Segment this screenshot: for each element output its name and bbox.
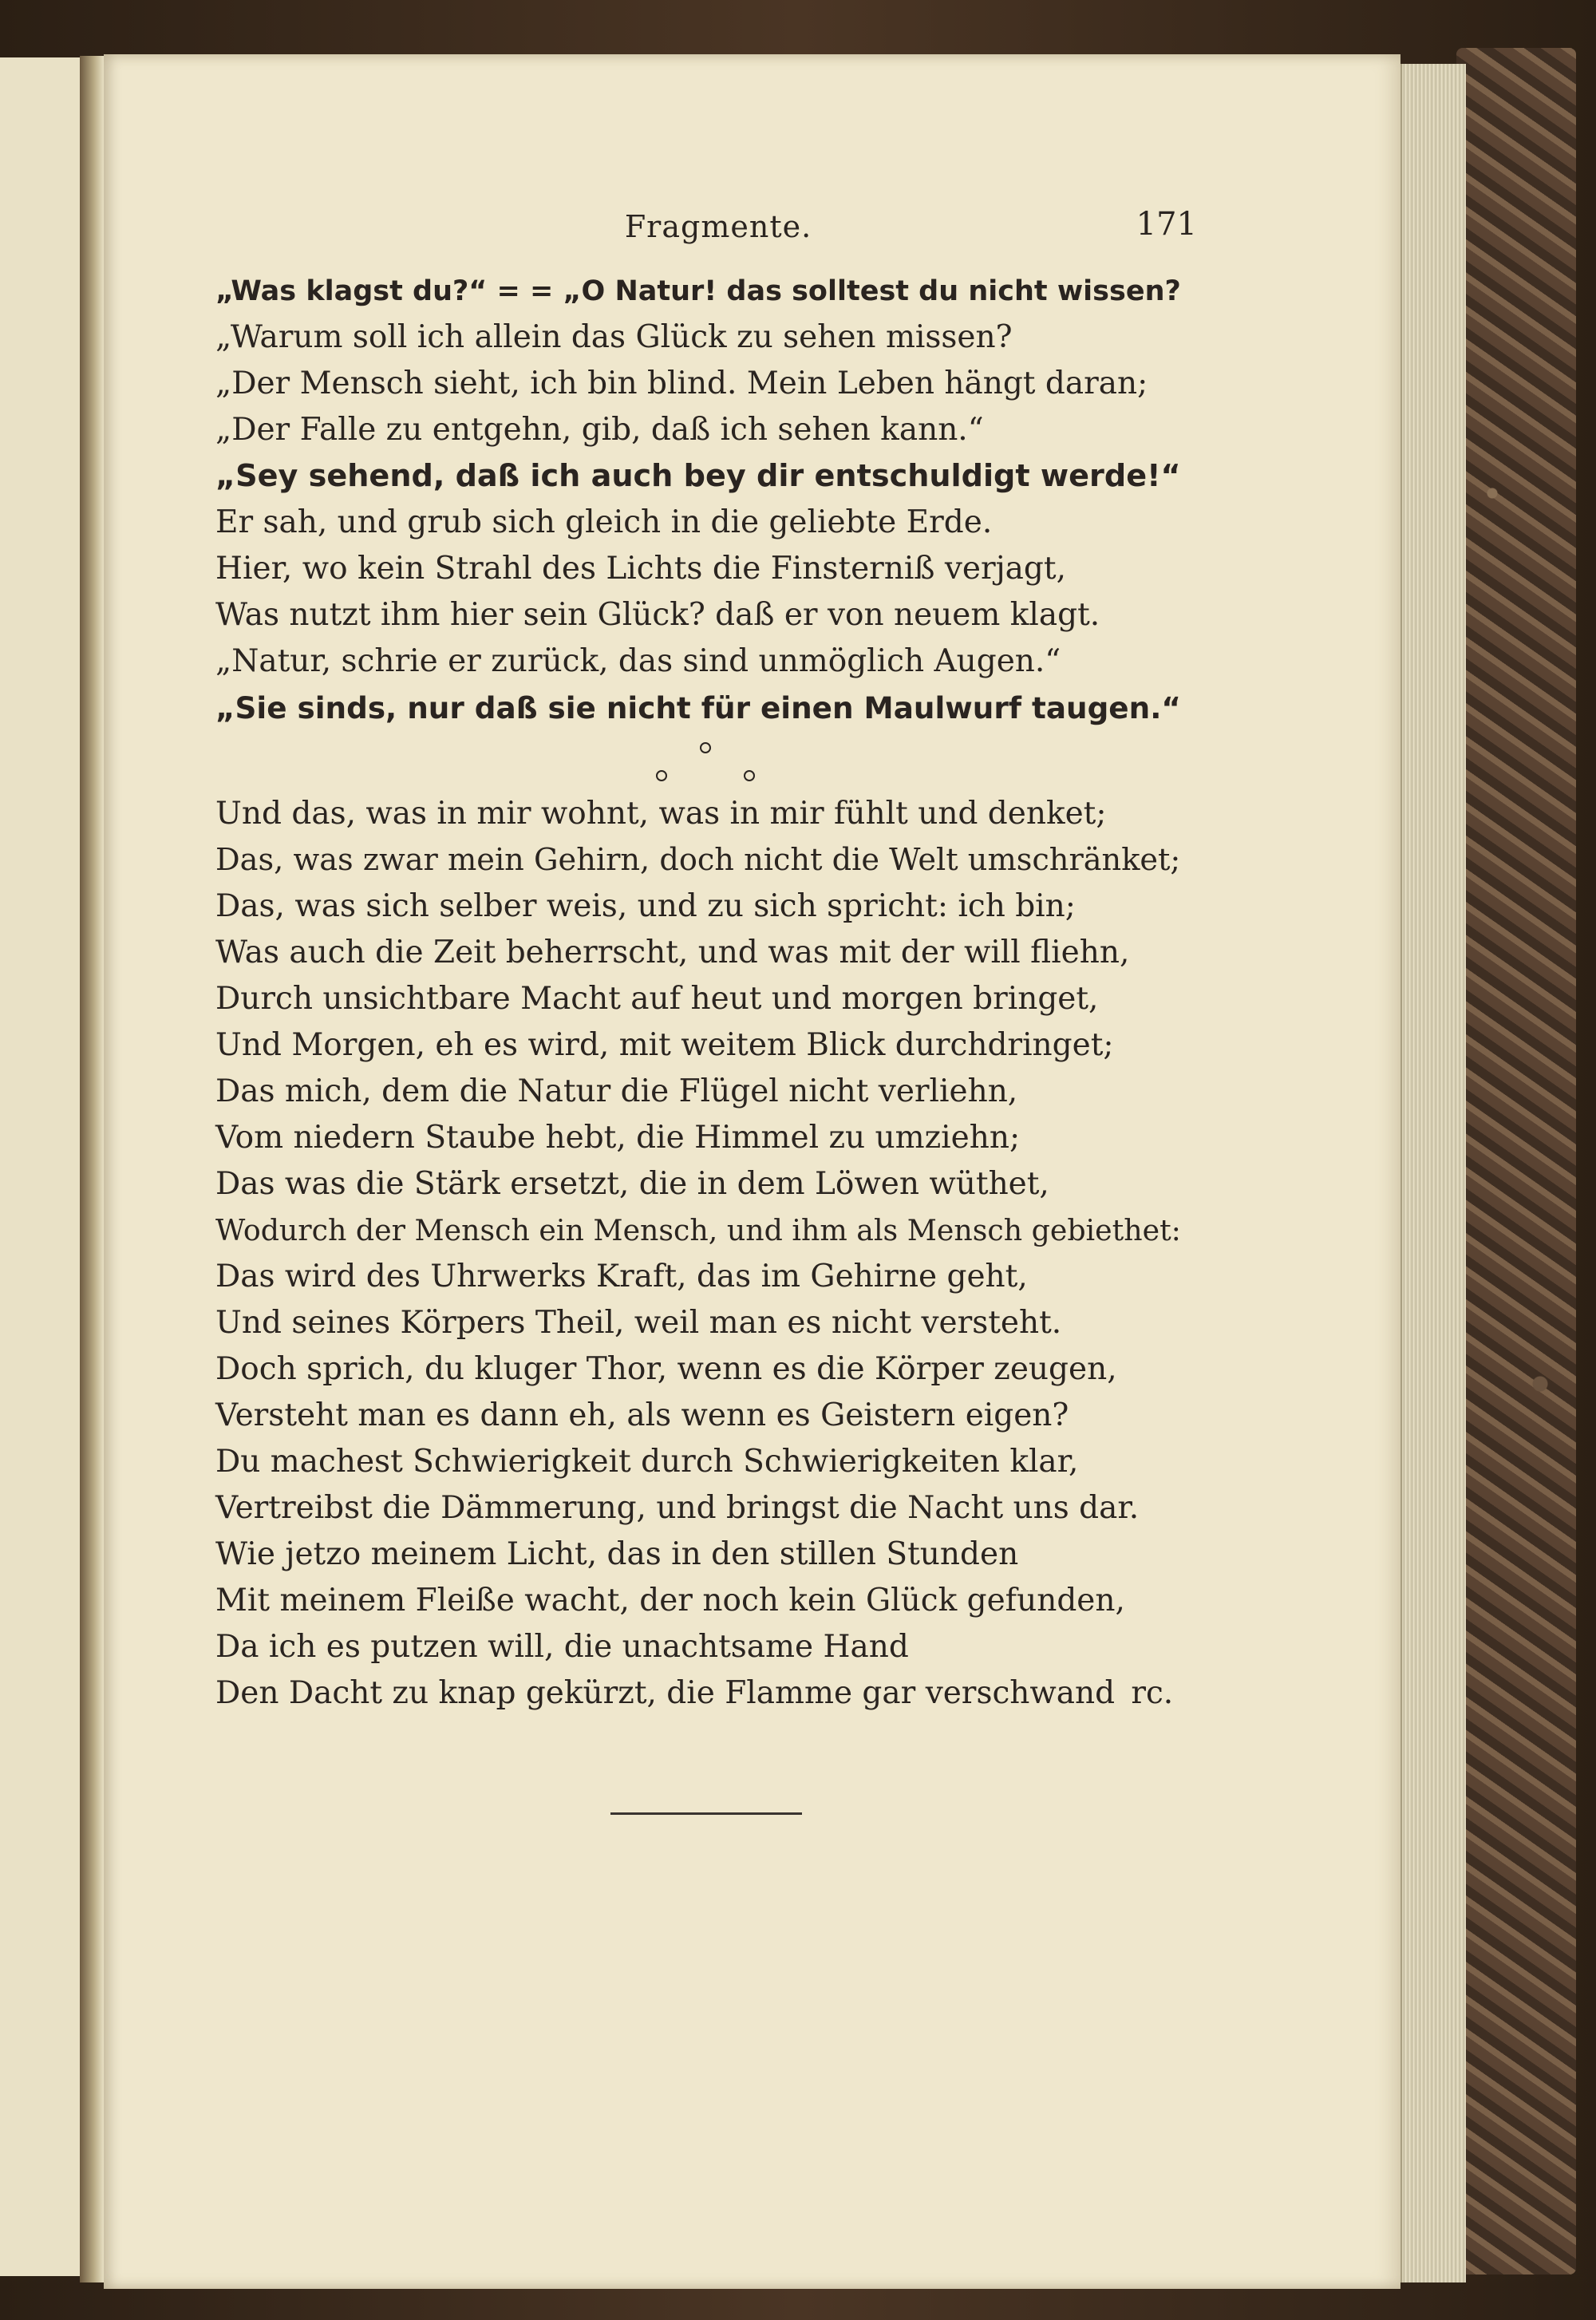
verse-line: Er sah, und grub sich gleich in die geliebte Erde.	[215, 504, 993, 540]
page-edges	[1400, 64, 1466, 2282]
section-asterism	[654, 742, 814, 790]
verse-line: „Natur, schrie er zurück, das sind unmöglich Augen.“	[215, 643, 1061, 679]
verse-line: Das wird des Uhrwerks Kraft, das im Gehirne geht,	[215, 1259, 1028, 1294]
verse-line: Wie jetzo meinem Licht, das in den stillen Stunden	[215, 1536, 1019, 1572]
closing-rule	[610, 1812, 802, 1815]
verse-line: „Der Mensch sieht, ich bin blind. Mein Leben hängt daran;	[215, 366, 1148, 401]
verse-line: Das, was sich selber weis, und zu sich spricht: ich bin;	[215, 888, 1076, 924]
verse-line: Das was die Stärk ersetzt, die in dem Löwen wüthet,	[215, 1166, 1049, 1202]
verse-line: „Warum soll ich allein das Glück zu sehen missen?	[215, 319, 1013, 355]
verse-line: Du machest Schwierigkeit durch Schwierigkeiten klar,	[215, 1444, 1079, 1480]
verse-line: Das mich, dem die Natur die Flügel nicht verliehn,	[215, 1073, 1018, 1109]
running-header: Fragmente.	[624, 209, 812, 244]
verse-line: Mit meinem Fleiße wacht, der noch kein Glück gefunden,	[215, 1583, 1125, 1618]
verse-line: „Was klagst du?“ = = „O Natur! das solltest du nicht wissen?	[215, 275, 1181, 307]
facing-page	[0, 57, 82, 2276]
verse-line: Doch sprich, du kluger Thor, wenn es die Körper zeugen,	[215, 1351, 1117, 1387]
verse-line: Und Morgen, eh es wird, mit weitem Blick durchdringet;	[215, 1027, 1114, 1063]
marbled-cover	[1456, 48, 1576, 2275]
verse-line: Hier, wo kein Strahl des Lichts die Finsterniß verjagt,	[215, 551, 1066, 587]
verse-line: Den Dacht zu knap gekürzt, die Flamme gar verschwand rc.	[215, 1675, 1174, 1711]
verse-line: „Sey sehend, daß ich auch bey dir entschuldigt werde!“	[215, 459, 1181, 494]
page-number: 171	[1136, 206, 1197, 243]
verse-line: Das, was zwar mein Gehirn, doch nicht die Welt umschränket;	[215, 842, 1181, 878]
verse-line: Wodurch der Mensch ein Mensch, und ihm als Mensch gebiethet:	[215, 1213, 1181, 1247]
verse-line: Vertreibst die Dämmerung, und bringst die Nacht uns dar.	[215, 1490, 1140, 1526]
verse-line: Und das, was in mir wohnt, was in mir fühlt und denket;	[215, 796, 1107, 832]
verse-line: „Der Falle zu entgehn, gib, daß ich sehen kann.“	[215, 412, 984, 448]
book-gutter	[80, 56, 104, 2282]
verse-line: Versteht man es dann eh, als wenn es Geistern eigen?	[215, 1397, 1069, 1433]
verse-line: Was auch die Zeit beherrscht, und was mit der will fliehn,	[215, 935, 1130, 970]
verse-line: Vom niedern Staube hebt, die Himmel zu umziehn;	[215, 1120, 1021, 1156]
verse-line: Was nutzt ihm hier sein Glück? daß er von neuem klagt.	[215, 597, 1100, 633]
verse-line: „Sie sinds, nur daß sie nicht für einen Maulwurf taugen.“	[215, 690, 1181, 725]
verse-line: Durch unsichtbare Macht auf heut und morgen bringet,	[215, 981, 1099, 1017]
verse-line: Da ich es putzen will, die unachtsame Hand	[215, 1629, 909, 1665]
verse-line: Und seines Körpers Theil, weil man es nicht versteht.	[215, 1305, 1062, 1341]
